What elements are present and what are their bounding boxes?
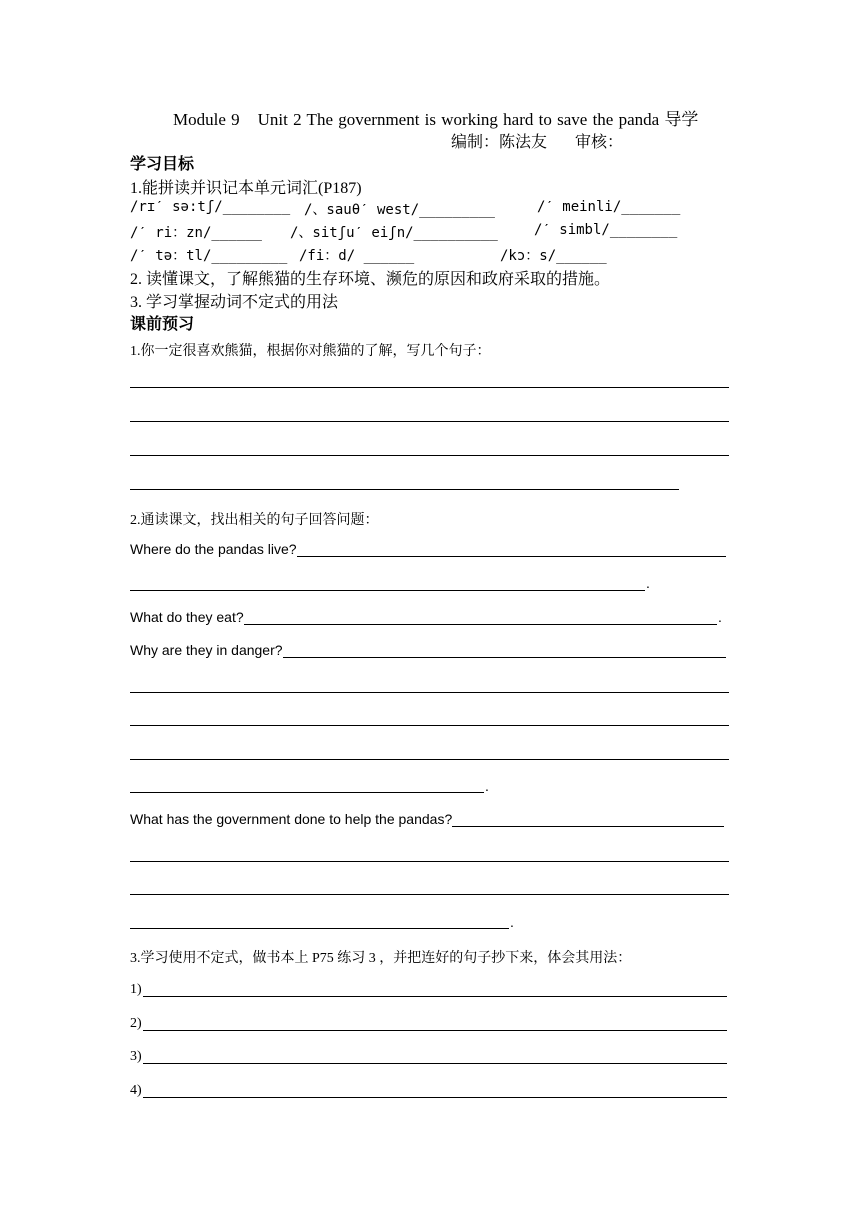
answer-line[interactable]: [143, 1063, 727, 1064]
period-mark: .: [718, 609, 722, 625]
period-mark: .: [510, 914, 514, 930]
answer-line[interactable]: [143, 1030, 727, 1031]
objective-item-2: 2. 读懂课文，了解熊猫的生存环境、濒危的原因和政府采取的措施。: [130, 271, 611, 288]
reviewer-label: 审核：: [575, 134, 624, 151]
title-module: Module 9: [173, 110, 240, 129]
compiler-label: 编制：陈法友: [451, 134, 548, 151]
task-1: 1.你一定很喜欢熊猫，根据你对熊猫的了解，写几个句子：: [130, 344, 491, 359]
phonetic-1-1: /rɪˊ sə:tʃ/________: [130, 199, 291, 215]
period-mark: .: [646, 575, 650, 591]
phonetic-1-2: /、sauθˊ west/_________: [304, 202, 495, 218]
task-3: 3.学习使用不定式，做书本上 P75 练习 3 ，并把连好的句子抄下来，体会其用法：: [130, 951, 632, 966]
answer-line[interactable]: [130, 759, 729, 760]
question-3-text: Why are they in danger?: [130, 642, 283, 658]
phonetic-2-2: /、sitʃuˊ eiʃn/__________: [290, 225, 498, 241]
answer-line[interactable]: [143, 996, 727, 997]
preview-heading: 课前预习: [130, 316, 195, 333]
question-4-blank[interactable]: [452, 812, 724, 827]
answer-line[interactable]: [130, 590, 645, 591]
answer-line[interactable]: [130, 387, 729, 388]
answer-line[interactable]: [130, 489, 679, 490]
question-2-text: What do they eat?: [130, 609, 244, 625]
answer-line[interactable]: [130, 421, 729, 422]
phonetic-2-1: /ˊ ri：zn/______: [130, 225, 262, 241]
title-unit: Unit 2 The government is working hard to save the panda: [257, 110, 660, 129]
period-mark: .: [485, 778, 489, 794]
answer-line[interactable]: [130, 792, 484, 793]
numbered-label-2: 2): [130, 1016, 142, 1031]
document-title: [173, 105, 698, 130]
phonetic-3-2: /fi：d/ ______: [299, 248, 415, 264]
answer-line[interactable]: [130, 861, 729, 862]
question-2-blank[interactable]: [244, 610, 717, 625]
objectives-heading: 学习目标: [130, 156, 195, 173]
question-3: [130, 642, 726, 658]
question-1-blank[interactable]: [297, 542, 726, 557]
editor-line: [451, 129, 623, 152]
answer-line[interactable]: [130, 692, 729, 693]
answer-line[interactable]: [143, 1097, 727, 1098]
question-2: [130, 609, 717, 625]
question-4: [130, 811, 724, 827]
numbered-label-4: 4): [130, 1083, 142, 1098]
phonetic-3-1: /ˊ tə：tl/_________: [130, 248, 288, 264]
phonetic-3-3: /kɔ：s/______: [500, 248, 607, 264]
objective-item-3: 3. 学习掌握动词不定式的用法: [130, 294, 339, 311]
answer-line[interactable]: [130, 928, 509, 929]
question-4-text: What has the government done to help the pandas?: [130, 811, 453, 827]
title-suffix: 导学: [664, 110, 699, 129]
answer-line[interactable]: [130, 894, 729, 895]
numbered-label-3: 3): [130, 1049, 142, 1064]
question-3-blank[interactable]: [283, 643, 726, 658]
question-1: [130, 541, 726, 557]
objective-item-1: 1.能拼读并识记本单元词汇(P187): [130, 180, 362, 197]
answer-line[interactable]: [130, 725, 729, 726]
numbered-label-1: 1): [130, 982, 142, 997]
answer-line[interactable]: [130, 455, 729, 456]
phonetic-1-3: /ˊ meinli/_______: [537, 199, 681, 215]
task-2: 2.通读课文，找出相关的句子回答问题：: [130, 513, 379, 528]
phonetic-2-3: /ˊ simbl/________: [534, 222, 678, 238]
question-1-text: Where do the pandas live?: [130, 541, 297, 557]
